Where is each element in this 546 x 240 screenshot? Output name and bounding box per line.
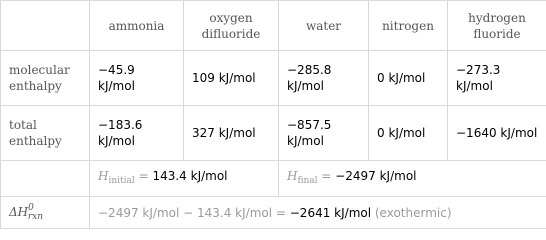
final-enthalpy-cell xyxy=(279,161,546,197)
empty-row-header xyxy=(1,161,90,197)
delta-h-subscript: rxn xyxy=(27,212,44,222)
initial-equals: = xyxy=(134,169,153,183)
initial-symbol: H xyxy=(98,169,109,183)
initial-final-row xyxy=(1,161,546,197)
delta-h-symbol: ΔH xyxy=(9,205,29,219)
reaction-enthalpy-cell xyxy=(90,197,546,229)
col-header-oxygen-difluoride: oxygen difluoride xyxy=(184,1,279,51)
final-subscript: final xyxy=(297,176,318,186)
reaction-row xyxy=(1,197,546,229)
col-header-hydrogen-fluoride: hydrogen fluoride xyxy=(448,1,546,51)
corner-cell xyxy=(1,1,90,51)
reaction-enthalpy-label xyxy=(1,197,90,229)
row-header-total-enthalpy: total enthalpy xyxy=(1,106,90,161)
table-cell: −285.8 kJ/mol xyxy=(279,51,369,106)
header-row xyxy=(1,1,546,51)
delta-h-superscript: 0 xyxy=(28,203,34,213)
initial-subscript: initial xyxy=(108,176,135,186)
reaction-expression: −2497 kJ/mol − 143.4 kJ/mol = xyxy=(98,205,290,220)
table-cell: 0 kJ/mol xyxy=(369,51,448,106)
table-cell: −273.3 kJ/mol xyxy=(448,51,546,106)
table-cell: −45.9 kJ/mol xyxy=(90,51,184,106)
table-row xyxy=(1,51,546,106)
table-cell: 109 kJ/mol xyxy=(184,51,279,106)
table-cell: 327 kJ/mol xyxy=(184,106,279,161)
col-header-nitrogen: nitrogen xyxy=(369,1,448,51)
table-cell: 0 kJ/mol xyxy=(369,106,448,161)
initial-value: 143.4 kJ/mol xyxy=(152,169,228,183)
final-equals: = xyxy=(317,169,336,183)
table-cell: −183.6 kJ/mol xyxy=(90,106,184,161)
table-row xyxy=(1,106,546,161)
row-header-molecular-enthalpy: molecular enthalpy xyxy=(1,51,90,106)
col-header-water: water xyxy=(279,1,369,51)
reaction-result: −2641 kJ/mol xyxy=(289,205,372,220)
initial-enthalpy-cell xyxy=(90,161,279,197)
reaction-note: (exothermic) xyxy=(371,205,452,220)
col-header-ammonia: ammonia xyxy=(90,1,184,51)
final-symbol: H xyxy=(287,169,298,183)
table-cell: −857.5 kJ/mol xyxy=(279,106,369,161)
table-cell: −1640 kJ/mol xyxy=(448,106,546,161)
final-value: −2497 kJ/mol xyxy=(335,169,417,183)
